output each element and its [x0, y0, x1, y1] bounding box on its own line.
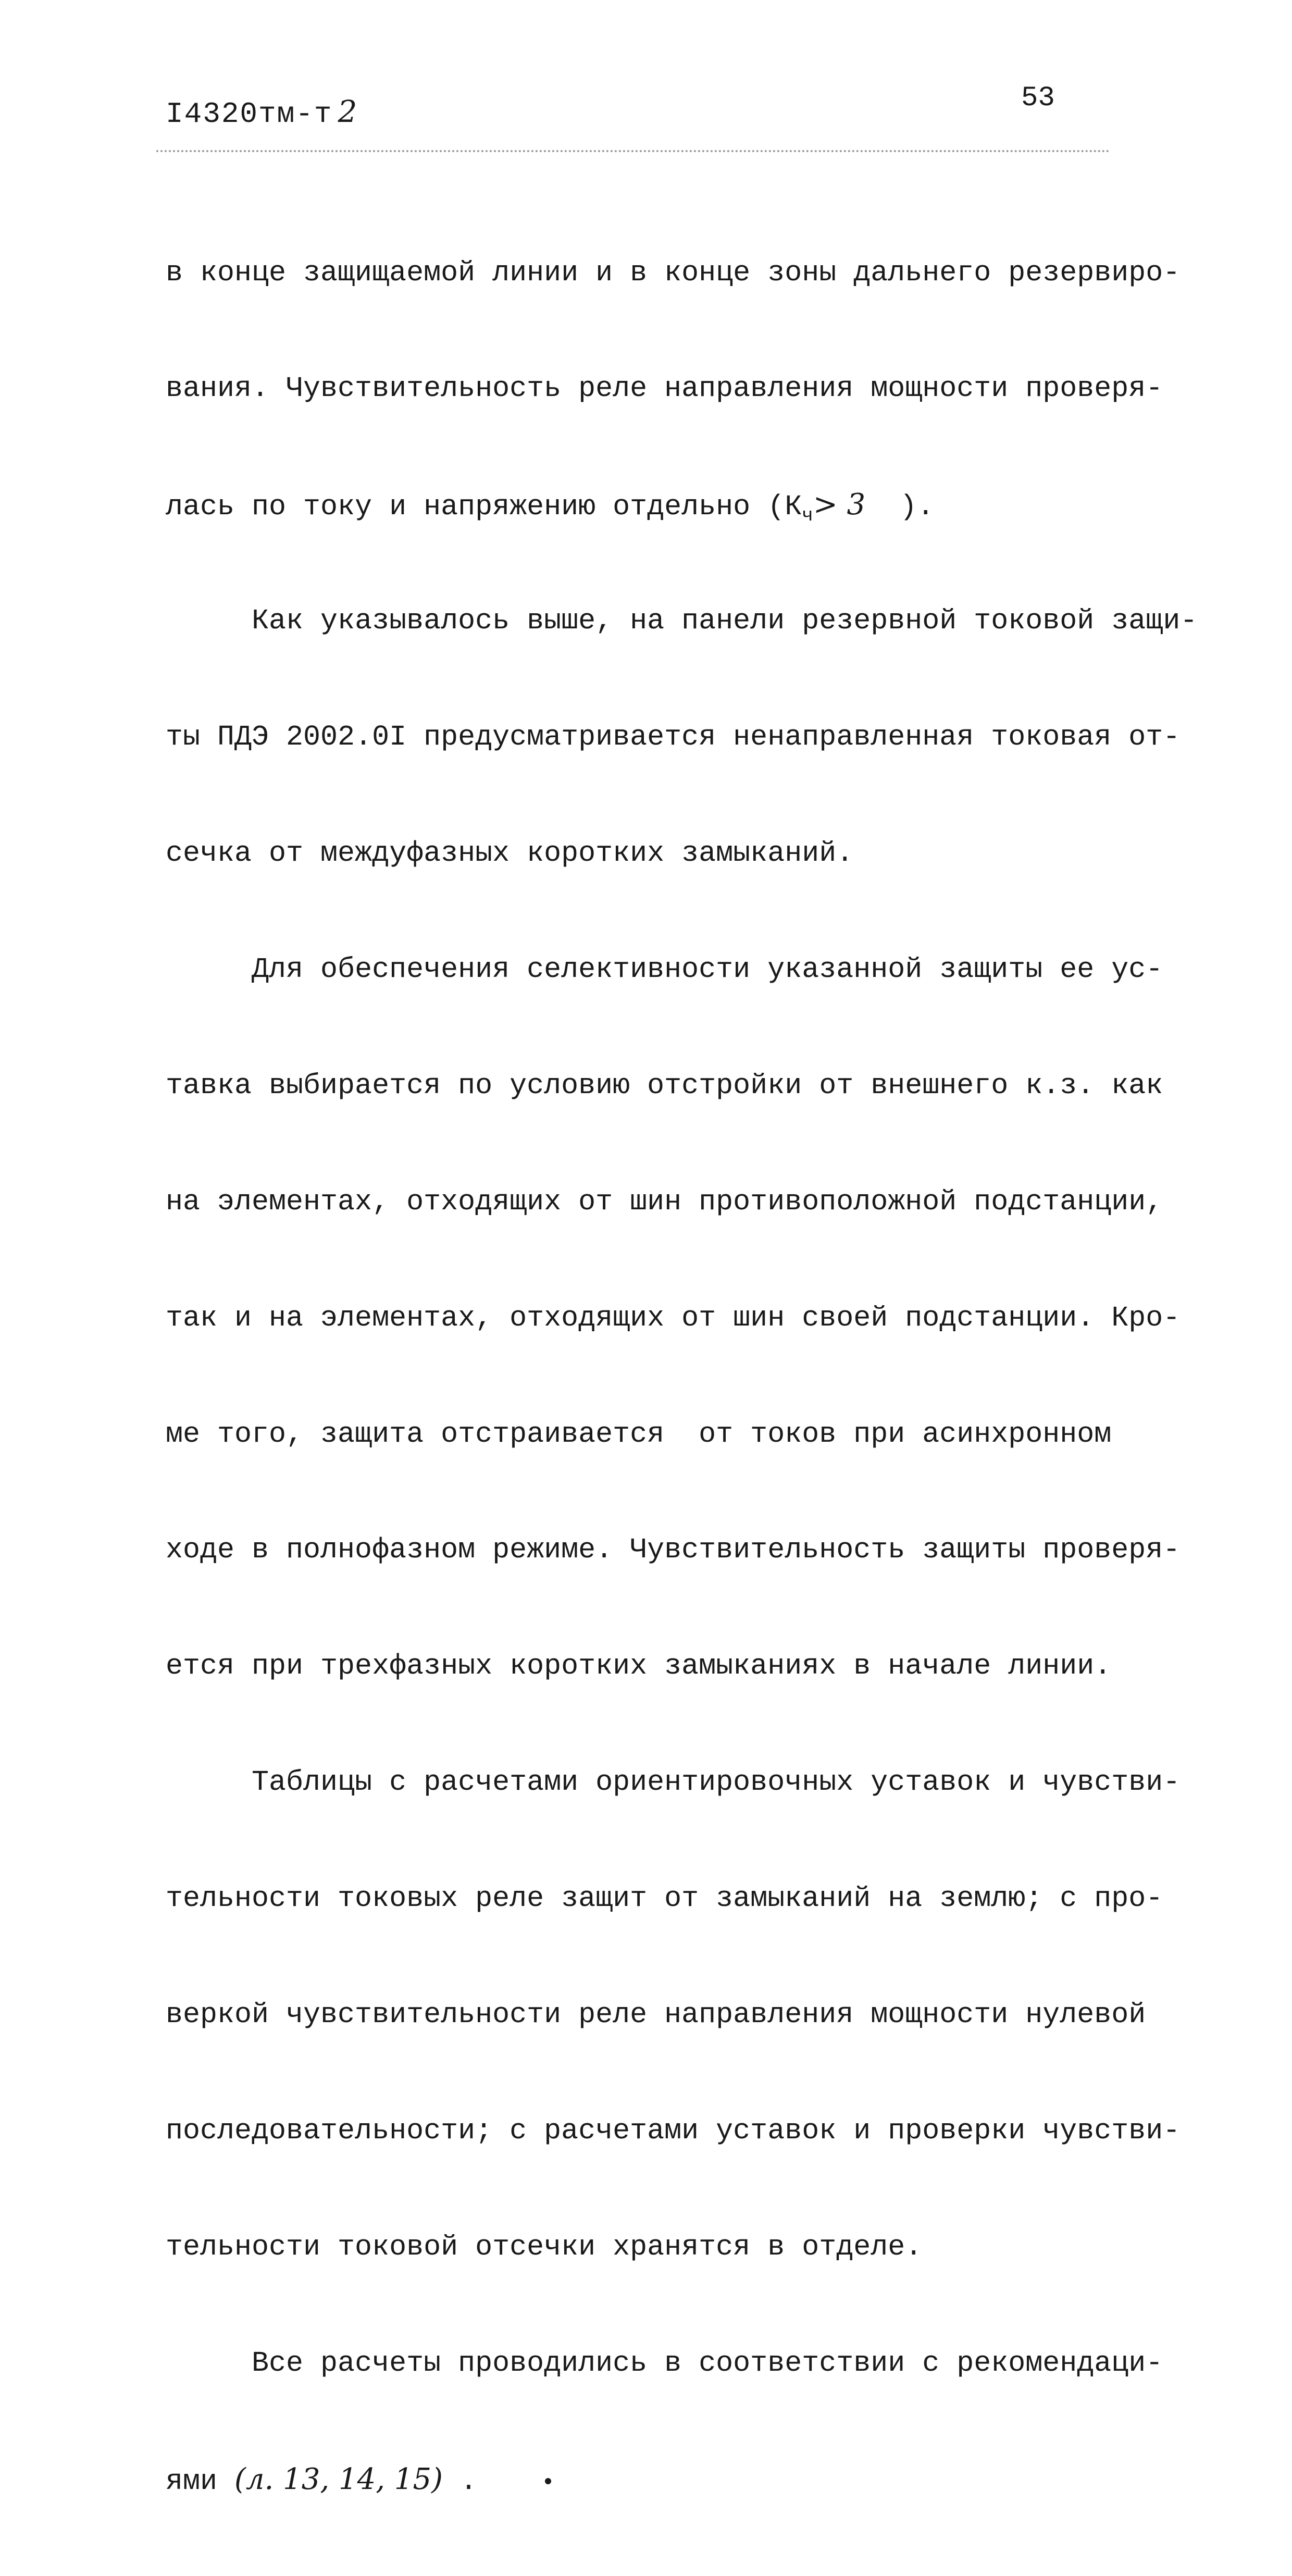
- text-line: так и на элементах, отходящих от шин своей подстанции. Кро-: [166, 1301, 1181, 1334]
- text-line: ется при трехфазных коротких замыканиях в начале линии.: [166, 1650, 1112, 1683]
- text-line: Все расчеты проводились в соответствии с рекомендаци-: [252, 2346, 1163, 2380]
- text-line: ходе в полнофазном режиме. Чувствительность защиты проверя-: [166, 1533, 1181, 1567]
- text-line: ме того, защита отстраивается от токов при асинхронном: [166, 1417, 1112, 1451]
- text-line: тельности токовых реле защит от замыканий на землю; с про-: [166, 1882, 1163, 1915]
- text-line: Как указывалось выше, на панели резервной токовой защи-: [252, 604, 1198, 638]
- text-line: ты ПДЭ 2002.0I предусматривается ненаправленная токовая от-: [166, 721, 1181, 754]
- body-text: [166, 176, 1198, 2576]
- text-line: тельности токовой отсечки хранятся в отделе.: [166, 2230, 923, 2263]
- ink-dot: [545, 2478, 551, 2484]
- references-handwritten: (л. 13, 14, 15): [234, 2462, 443, 2496]
- text-line: вания. Чувствительность реле направления мощности проверя-: [166, 372, 1163, 405]
- document-code: [166, 94, 358, 131]
- text-line: тавка выбирается по условию отстройки от внешнего к.з. как: [166, 1069, 1163, 1102]
- text-line: в конце защищаемой линии и в конце зоны дальнего резервиро-: [166, 256, 1181, 289]
- references-tail: .: [442, 2464, 477, 2498]
- header-divider: [156, 150, 1110, 152]
- document-code-handwritten-suffix: 2: [338, 94, 358, 129]
- kq-close: ).: [865, 490, 935, 524]
- text-line: Для обеспечения селективности указанной защиты ее ус-: [252, 952, 1163, 986]
- text-line: сечка от междуфазных коротких замыканий.: [166, 837, 854, 870]
- text-line-references: ями (л. 13, 14, 15) .: [166, 2460, 1156, 2499]
- text-line-kq: лась по току и напряжению отдельно ($К_ч> 3$ ).: [166, 488, 935, 527]
- text-line: веркой чувствительности реле направления мощности нулевой: [166, 1998, 1146, 2031]
- document-code-typed: I4320тм-т: [166, 97, 333, 131]
- kq-handwritten-value: > 3: [813, 488, 866, 522]
- text-line: на элементах, отходящих от шин противоположной подстанции,: [166, 1185, 1163, 1218]
- text-line: Таблицы с расчетами ориентировочных уставок и чувстви-: [252, 1766, 1181, 1799]
- kq-subscript: ч: [802, 505, 813, 527]
- text-line: последовательности; с расчетами уставок и проверки чувстви-: [166, 2114, 1181, 2147]
- page-number: 53: [1021, 82, 1055, 114]
